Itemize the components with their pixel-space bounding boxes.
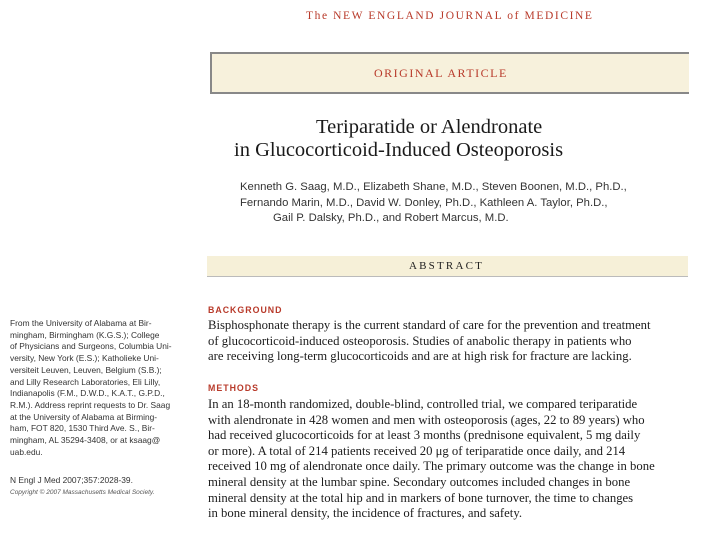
affiliation-line: R.M.). Address reprint requests to Dr. Saag xyxy=(10,399,171,410)
journal-header: The NEW ENGLAND JOURNAL of MEDICINE xyxy=(306,10,594,22)
affiliation-line: Indianapolis (F.M., D.W.D., K.A.T., G.P.D., xyxy=(10,388,165,399)
abstract-label: ABSTRACT xyxy=(409,260,485,272)
article-type-label: ORIGINAL ARTICLE xyxy=(374,66,508,80)
affiliations xyxy=(10,318,202,458)
author-line: Gail P. Dalsky, Ph.D., and Robert Marcus, M.D. xyxy=(273,212,509,224)
affiliation-line: versity, New York (E.S.); Katholieke Uni- xyxy=(10,353,159,364)
text-line: in bone mineral density, the incidence of fractures, and safety. xyxy=(208,506,523,521)
text-line: mineral density at the total hip and in markers of bone turnover, the time to changes xyxy=(208,490,634,505)
affiliation-line: versiteit Leuven, Leuven, Belgium (S.B.); xyxy=(10,364,162,375)
affiliation-line: at the University of Alabama at Birming- xyxy=(10,411,158,422)
text-line: Bisphosphonate therapy is the current standard of care for the prevention and treatment xyxy=(208,318,651,332)
text-line: with alendronate in 428 women and men with osteoporosis (ages, 22 to 89 years) who xyxy=(208,412,645,427)
article-type-banner xyxy=(210,52,689,94)
text-line: of glucocorticoid-induced osteoporosis. Studies of anabolic therapy in patients who xyxy=(208,333,632,348)
author-line: Kenneth G. Saag, M.D., Elizabeth Shane, M.D., Steven Boonen, M.D., Ph.D., xyxy=(240,181,627,193)
affiliation-line: mingham, AL 35294-3408, or at ksaag@ xyxy=(10,435,161,446)
text-line: or more). A total of 214 patients received 20 μg of teriparatide once daily, and 214 xyxy=(208,443,626,458)
title-line: in Glucocorticoid-Induced Osteoporosis xyxy=(234,139,564,161)
background-text xyxy=(208,318,690,365)
copyright: Copyright © 2007 Massachusetts Medical Society. xyxy=(10,489,155,496)
citation: N Engl J Med 2007;357:2028-39. xyxy=(10,475,133,485)
text-line: received 10 mg of alendronate once daily. The primary outcome was the change in bone xyxy=(208,459,655,474)
affiliation-line: ham, FOT 820, 1530 Third Ave. S., Bir- xyxy=(10,423,155,434)
abstract-banner xyxy=(207,256,688,277)
affiliation-line: uab.edu. xyxy=(10,446,43,457)
background-heading: BACKGROUND xyxy=(208,305,283,315)
article-title xyxy=(230,116,690,162)
text-line: mineral density at the lumbar spine. Secondary outcomes included changes in bone xyxy=(208,474,631,489)
methods-heading: METHODS xyxy=(208,383,259,393)
affiliation-line: of Physicians and Surgeons, Columbia Uni- xyxy=(10,341,172,352)
title-line: Teriparatide or Alendronate xyxy=(316,116,543,138)
text-line: are receiving long-term glucocorticoids and are at high risk for fracture are lacking. xyxy=(208,349,632,364)
affiliation-line: and Lilly Research Laboratories, Eli Lilly, xyxy=(10,376,161,387)
text-line: had received glucocorticoids for at least 3 months (prednisone equivalent, 5 mg daily xyxy=(208,428,641,443)
text-line: In an 18-month randomized, double-blind, controlled trial, we compared teriparatide xyxy=(208,397,638,411)
affiliation-line: mingham, Birmingham (K.G.S.); College xyxy=(10,329,160,340)
author-list xyxy=(240,180,690,227)
affiliation-line: From the University of Alabama at Bir- xyxy=(10,318,152,328)
author-line: Fernando Marin, M.D., David W. Donley, Ph.D., Kathleen A. Taylor, Ph.D., xyxy=(240,196,608,209)
methods-text xyxy=(208,397,690,522)
